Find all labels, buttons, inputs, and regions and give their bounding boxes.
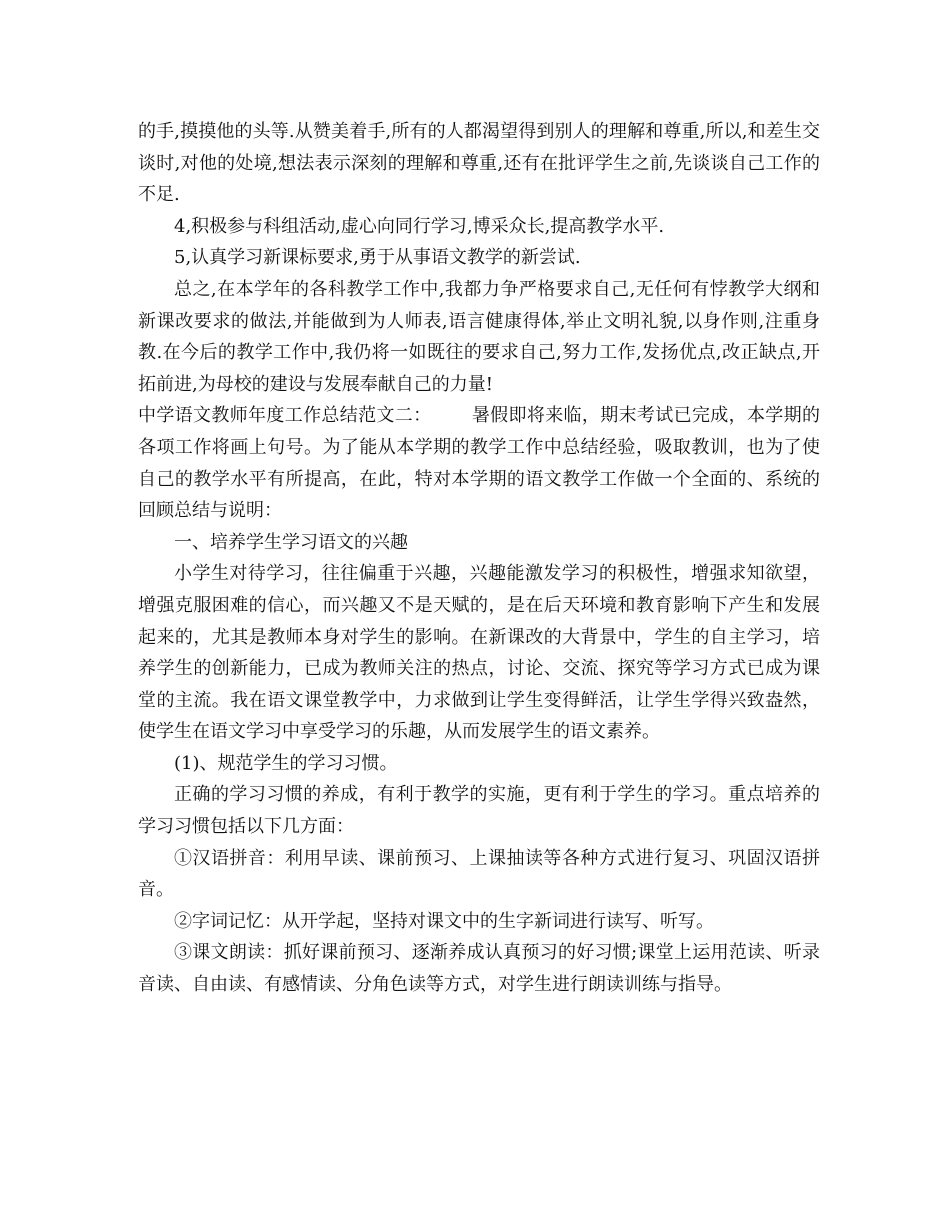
section-two-title: 中学语文教师年度工作总结范文二： [138,405,432,427]
section-two-body: 暑假即将来临，期末考试已完成，本学期的各项工作将画上句号。为了能从本学期的教学工作中总结经验，吸取教训，也为了使自己的教学水平有所提高，在此，特对本学期的语文教学工作做一个全面的、系统的回顾总结与说明： [138,405,820,522]
paragraph-item-5: 5,认真学习新课标要求,勇于从事语文教学的新尝试. [174,247,581,269]
paragraph-item-4: 4,积极参与科组活动,虚心向同行学习,博采众长,提高教学水平. [174,215,665,237]
heading-interest: 一、培养学生学习语文的兴趣 [174,531,408,553]
list-item-pinyin: ①汉语拼音：利用早读、课前预习、上课抽读等各种方式进行复习、巩固汉语拼音。 [138,847,820,901]
paragraph-interest: 小学生对待学习，往往偏重于兴趣，兴趣能激发学习的积极性，增强求知欲望，增强克服困难的信心，而兴趣又不是天赋的，是在后天环境和教育影响下产生和发展起来的，尤其是教师本身对学生的影响。在新课改的大背景中，学生的自主学习，培养学生的创新能力，已成为教师关注的热点，讨论、交流、探究等学习方式已成为课堂的主流。我在语文课堂教学中，力求做到让学生变得鲜活，让学生学得兴致盎然，使学生在语文学习中享受学习的乐趣，从而发展学生的语文素养。 [138,563,820,743]
list-item-reading: ③课文朗读：抓好课前预习、逐渐养成认真预习的好习惯;课堂上运用范读、听录音读、自由读、有感情读、分角色读等方式，对学生进行朗读训练与指导。 [138,942,820,996]
paragraph-habits-intro: 正确的学习习惯的养成，有利于教学的实施，更有利于学生的学习。重点培养的学习习惯包括以下几方面： [138,784,820,838]
list-item-vocabulary: ②字词记忆：从开学起，坚持对课文中的生字新词进行读写、听写。 [174,910,714,932]
paragraph-praise-and-respect: 的手,摸摸他的头等.从赞美着手,所有的人都渴望得到别人的理解和尊重,所以,和差生交谈时,对他的处境,想法表示深刻的理解和尊重,还有在批评学生之前,先谈谈自己工作的不足. [138,121,820,206]
heading-study-habits: (1)、规范学生的学习习惯。 [174,752,398,774]
paragraph-conclusion: 总之,在本学年的各科教学工作中,我都力争严格要求自己,无任何有悖教学大纲和新课改要求的做法,并能做到为人师表,语言健康得体,举止文明礼貌,以身作则,注重身教.在今后的教学工作中,我仍将一如既往的要求自己,努力工作,发扬优点,改正缺点,开拓前进,为母校的建设与发展奉献自己的力量! [138,278,820,395]
document-body [138,116,820,1001]
section-two-intro [138,400,820,526]
